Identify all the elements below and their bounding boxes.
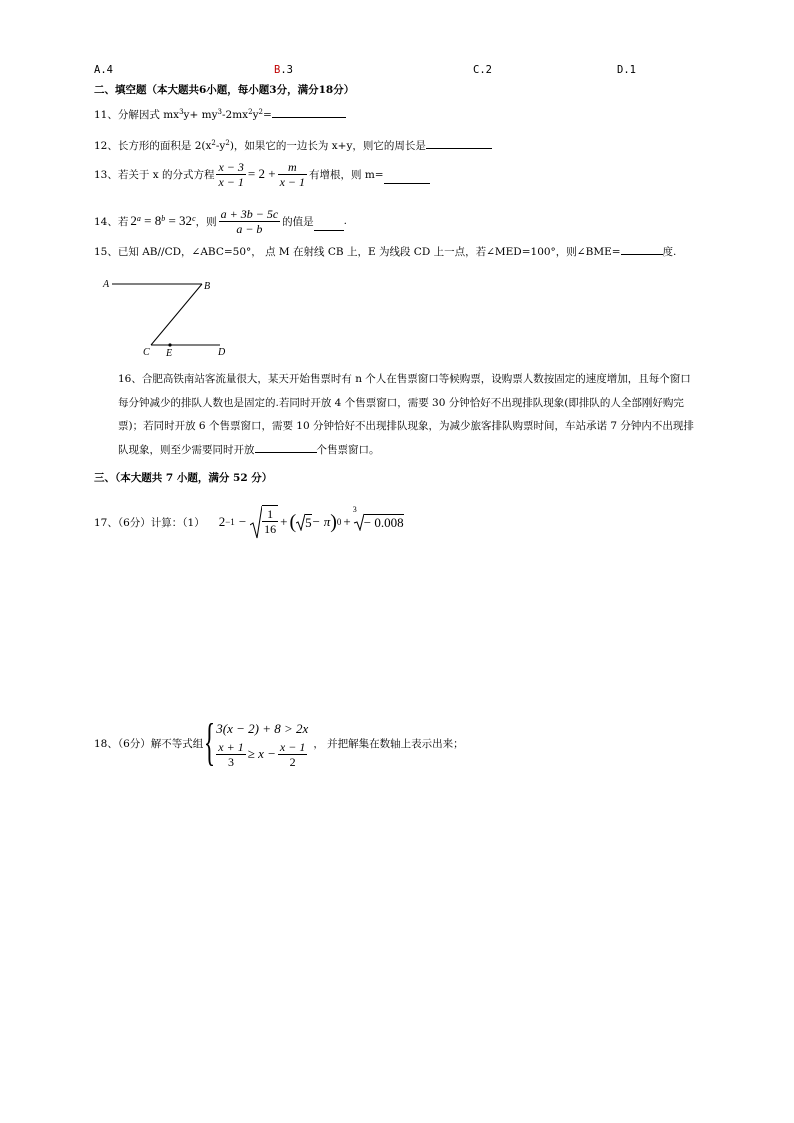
q14-text: 的值是: [282, 215, 314, 228]
q17-math: 2: [218, 514, 226, 529]
q14-text: .: [343, 215, 347, 227]
q17-label: 17、（6分）计算：（1）: [94, 516, 205, 529]
q14-f-num: a + 3b − 5c: [220, 206, 279, 221]
q11-text: y+ my: [183, 109, 218, 121]
q13-text: 13、若关于 x 的分式方程: [94, 168, 215, 181]
q12-answer-blank[interactable]: [426, 138, 492, 149]
q14-math: = 32: [165, 213, 193, 228]
option-c: C.2: [473, 64, 492, 76]
option-b: [274, 64, 293, 76]
q11-text: =: [262, 109, 272, 121]
q17-root5: [296, 513, 312, 531]
question-16: [118, 368, 700, 462]
section-2-title: 二、填空题（本大题共6小题，每小题3分，满分18分）: [94, 84, 355, 96]
q12-sup: 2: [211, 139, 216, 147]
q17-math: − 0.008: [363, 514, 404, 530]
point-e: [168, 343, 171, 346]
q14-sup: b: [161, 214, 166, 223]
q14-math: 2: [130, 213, 137, 228]
label-d: D: [218, 347, 226, 358]
q14-text: 14、若: [94, 215, 129, 228]
q15-text: 15、已知 AB//CD，∠ABC=50°， 点 M 在射线 CB 上，E 为线段 CD 上一点，若∠MED=100°，则∠BME=: [94, 246, 621, 258]
line-bc: [151, 284, 202, 345]
question-18: [94, 712, 464, 774]
q17-math: − π: [311, 514, 331, 529]
q18-f2-num: x − 1: [279, 739, 306, 754]
q11-text: y: [252, 109, 259, 121]
q17-sqrt-num: 1: [262, 507, 278, 522]
q11-text: 11、分解因式 mx: [94, 109, 180, 121]
q11-sup: 2: [248, 108, 253, 116]
q17-math: 5: [305, 514, 312, 530]
q16-text: 个售票窗口。: [316, 443, 380, 456]
q17-paren: ): [330, 510, 337, 533]
q17-math: +: [343, 514, 351, 529]
q13-text: 有增根，则 m=: [309, 168, 384, 181]
q18-text: ， 并把解集在数轴上表示出来；: [313, 737, 464, 750]
q18-label: 18、（6分）解不等式组: [94, 737, 204, 750]
q17-math: +: [280, 514, 288, 529]
radical-icon: [250, 505, 262, 539]
q14-math: = 8: [140, 213, 162, 228]
question-12: [94, 138, 492, 153]
question-15: [94, 244, 676, 259]
question-13: [94, 156, 430, 192]
q15-answer-blank[interactable]: [621, 244, 663, 255]
label-e: E: [166, 348, 173, 359]
q11-sup: 2: [258, 108, 263, 116]
q16-answer-blank[interactable]: [255, 442, 317, 453]
q12-text: )，如果它的一边长为 x+y，则它的周长是: [229, 140, 426, 152]
q14-text: ，则: [195, 215, 217, 228]
option-b-letter: B: [274, 64, 281, 76]
q12-sup: 2: [225, 139, 230, 147]
q11-sup: 3: [217, 108, 222, 116]
option-d: D.1: [617, 64, 636, 76]
q14-fraction: [219, 207, 281, 236]
q13-f2-den: x − 1: [279, 174, 306, 189]
q11-answer-blank[interactable]: [272, 107, 346, 118]
q13-answer-blank[interactable]: [384, 173, 430, 184]
q11-sup: 3: [179, 108, 184, 116]
label-b: B: [204, 281, 211, 292]
q13-text: = 2 +: [247, 166, 276, 181]
q18-line-2: [216, 740, 309, 769]
radical-icon: [296, 513, 305, 531]
option-b-value: .3: [280, 64, 293, 76]
q17-sqrt: [250, 505, 278, 539]
radical-icon: [353, 513, 364, 531]
q18-f1-den: 3: [227, 754, 234, 769]
q15-unit: 度.: [662, 246, 677, 258]
question-14: [94, 203, 347, 239]
geometry-figure: [100, 272, 240, 364]
q11-text: -2mx: [221, 109, 249, 121]
q13-fraction-2: [278, 160, 307, 189]
q18-f2-den: 2: [289, 754, 296, 769]
question-11: [94, 107, 346, 122]
q13-f2-num: m: [278, 160, 307, 175]
left-brace-icon: {: [204, 714, 216, 771]
section-3-title: 三、（本大题共 7 小题，满分 52 分）: [94, 472, 273, 484]
option-a: A.4: [94, 64, 113, 76]
q17-paren: (: [289, 510, 297, 533]
label-c: C: [143, 347, 150, 358]
q16-text: 16、合肥高铁南站客流量很大，某天开始售票时有 n 个人在售票窗口等候购票，设购票人数按固定的速度增加，且每个窗口每分钟减少的排队人数也是固定的.若同时开放 4 个售票窗口，需要 30 分钟恰好不出现排队现象(即排队的人全部刚好购完票)；若同时开放 6 个售票窗口，需要 10 分钟恰好不出现排队现象，为减少旅客排队购票时间，车站承诺 7 分钟内不出现排队现象，则至少需要同时开放: [118, 373, 694, 456]
q18-line-1: 3(x − 2) + 8 > 2x: [216, 720, 309, 736]
q18-f1-num: x + 1: [218, 739, 244, 754]
q17-sqrt-den: 16: [264, 522, 277, 536]
question-17: 17、（6分）计算：（1） 2 −1 − $\frac{1}{16}$ + ( 5 − π ) 0 + 3 − 0.008: [94, 504, 404, 540]
q12-text: 12、长方形的面积是 2(x: [94, 140, 212, 152]
q18-system: [216, 718, 309, 769]
q13-f1-num: x − 3: [218, 159, 244, 174]
q13-f1-den: x − 1: [218, 174, 244, 189]
q13-fraction-1: [216, 160, 245, 189]
q14-sup: a: [136, 214, 141, 223]
q17-cuberoot: 3 − 0.008: [352, 505, 404, 530]
q18-math: ≥ x −: [247, 746, 276, 761]
q12-text: -y: [215, 140, 226, 152]
q14-answer-blank[interactable]: [314, 220, 344, 231]
q14-sup: c: [192, 214, 196, 223]
label-a: A: [103, 279, 110, 290]
q17-math: −: [238, 514, 247, 529]
q14-f-den: a − b: [236, 221, 263, 236]
